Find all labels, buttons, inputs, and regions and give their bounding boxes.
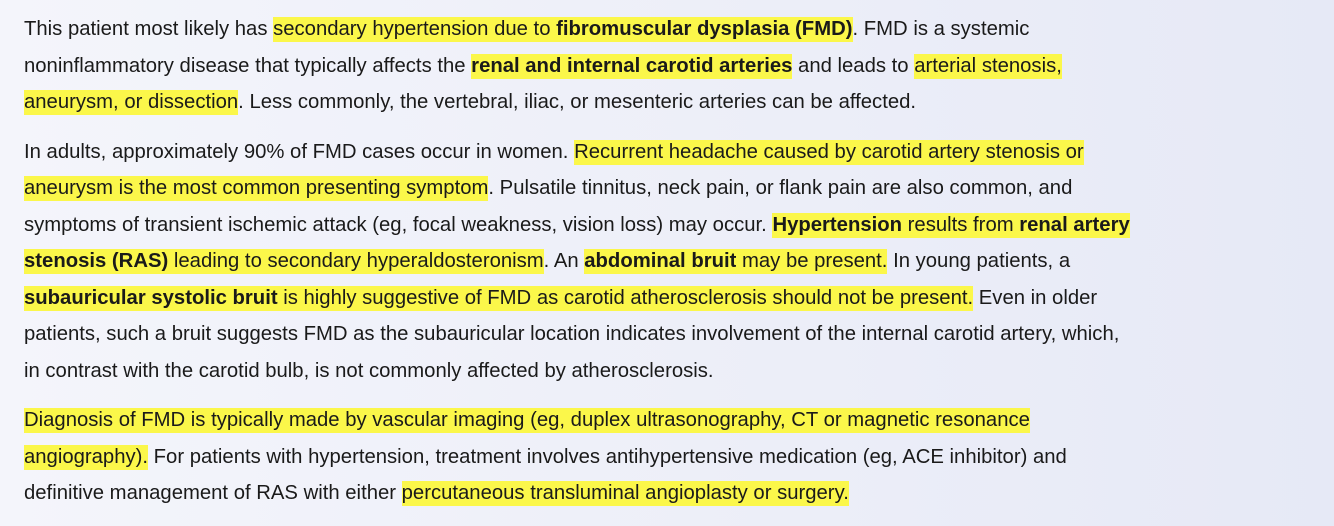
text-line (24, 280, 1314, 317)
highlighted-text: aneurysm, or dissection (24, 91, 239, 113)
text-segment: In young patients, a (887, 250, 1071, 272)
text-segment: noninflammatory disease that typically affects the (24, 54, 472, 77)
text-segment: . FMD is a systemic (852, 18, 1030, 40)
text-line (24, 243, 1314, 280)
highlighted-text: Recurrent headache caused by carotid artery stenosis or (574, 140, 1084, 163)
highlighted-bold-text: renal artery (1019, 213, 1130, 236)
highlighted-text: leading to secondary hyperaldosteronism (168, 250, 544, 272)
text-segment: symptoms of transient ischemic attack (eg, focal weakness, vision loss) may occur. (24, 213, 773, 236)
text-segment: and leads to (792, 54, 915, 77)
text-segment: . Pulsatile tinnitus, neck pain, or flank pain are also common, and (488, 177, 1073, 199)
text-segment: Even in older (973, 286, 1098, 309)
text-line (24, 11, 1314, 48)
text-line (24, 84, 1314, 121)
highlighted-bold-text: subauricular systolic bruit (24, 286, 278, 309)
highlighted-text: secondary hypertension due to (273, 18, 557, 40)
highlighted-text: aneurysm is the most common presenting symptom (24, 177, 489, 199)
highlighted-bold-text: stenosis (RAS) (24, 250, 169, 272)
text-segment: patients, such a bruit suggests FMD as the subauricular location indicates involvement of the internal carotid artery, which, (24, 323, 1120, 345)
text-line (24, 402, 1314, 439)
text-segment: In adults, approximately 90% of FMD cases occur in women. (24, 140, 575, 163)
text-line (24, 134, 1314, 171)
text-line (24, 439, 1314, 476)
text-segment: . An (543, 250, 585, 272)
text-segment: For patients with hypertension, treatment involves antihypertensive medication (eg, ACE inhibitor) and (148, 445, 1067, 468)
text-line (24, 170, 1314, 207)
highlighted-text: percutaneous transluminal angioplasty or surgery. (401, 482, 849, 504)
highlighted-bold-text: Hypertension (772, 213, 903, 236)
text-segment: This patient most likely has (24, 18, 274, 40)
text-line (24, 48, 1314, 85)
highlighted-text: arterial stenosis, (914, 54, 1062, 77)
text-segment: definitive management of RAS with either (24, 482, 402, 504)
highlighted-text: may be present. (736, 250, 888, 272)
text-line (24, 316, 1314, 353)
text-line (24, 207, 1314, 244)
paragraph (24, 402, 1314, 512)
text-line (24, 475, 1314, 512)
explanation-document (24, 11, 1314, 512)
paragraph (24, 134, 1314, 390)
highlighted-bold-text: renal and internal carotid arteries (471, 54, 793, 77)
highlighted-bold-text: fibromuscular dysplasia (FMD) (556, 18, 853, 40)
highlighted-text: angiography). (24, 445, 149, 468)
highlighted-text: is highly suggestive of FMD as carotid atherosclerosis should not be present. (277, 286, 974, 309)
highlighted-text: results from (902, 213, 1020, 236)
highlighted-text: Diagnosis of FMD is typically made by vascular imaging (eg, duplex ultrasonography, CT or magnetic resonance (24, 409, 1030, 431)
text-line (24, 353, 1314, 390)
paragraph (24, 11, 1314, 121)
text-segment: in contrast with the carotid bulb, is not commonly affected by atherosclerosis. (24, 359, 714, 382)
highlighted-bold-text: abdominal bruit (584, 250, 737, 272)
text-segment: . Less commonly, the vertebral, iliac, or mesenteric arteries can be affected. (238, 91, 917, 113)
